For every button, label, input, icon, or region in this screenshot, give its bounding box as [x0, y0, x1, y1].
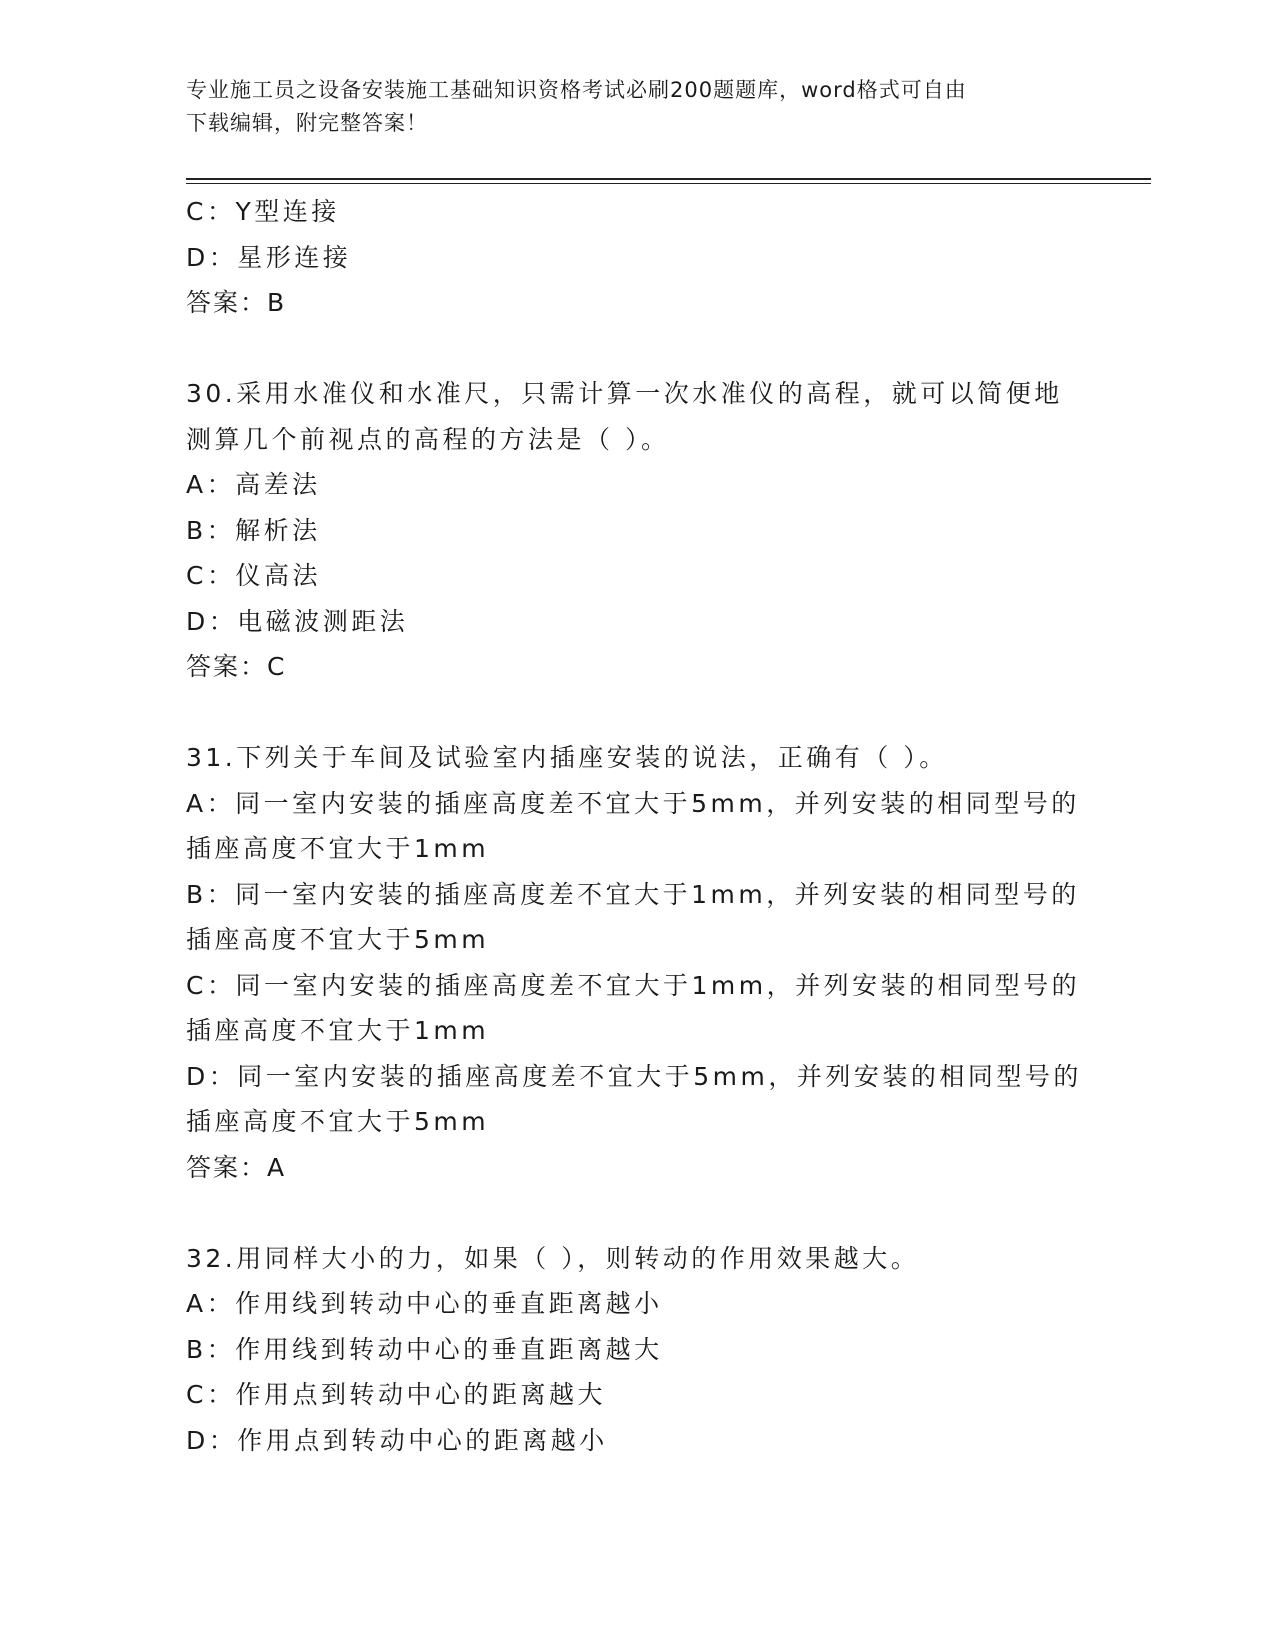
option-a: A：高差法 [186, 470, 321, 499]
question-text-line: 32.用同样大小的力，如果（ ），则转动的作用效果越大。 [186, 1243, 920, 1273]
option-b: B：同一室内安装的插座高度差不宜大于1mm，并列安装的相同型号的 [186, 879, 1080, 909]
question-text-line: 测算几个前视点的高程的方法是（ ）。 [186, 424, 670, 454]
question-29-continued [186, 189, 1086, 326]
question-text-line: 30.采用水准仪和水准尺，只需计算一次水准仪的高程，就可以简便地 [186, 379, 1063, 408]
header-rule-thin [186, 183, 1151, 184]
option-d: D：同一室内安装的插座高度差不宜大于5mm，并列安装的相同型号的 [186, 1061, 1082, 1091]
option-c: C：同一室内安装的插座高度差不宜大于1mm，并列安装的相同型号的 [186, 970, 1081, 1000]
spacer [186, 326, 1086, 372]
option-c: C：作用点到转动中心的距离越大 [186, 1380, 606, 1409]
option-d: D：星形连接 [186, 242, 352, 272]
option-a-continued: 插座高度不宜大于1mm [186, 834, 490, 863]
option-b-continued: 插座高度不宜大于5mm [186, 925, 490, 954]
option-c: C：Y型连接 [186, 197, 340, 226]
option-c-continued: 插座高度不宜大于1mm [186, 1016, 490, 1045]
option-d-continued: 插座高度不宜大于5mm [186, 1107, 490, 1136]
spacer [186, 690, 1086, 736]
option-a: A：同一室内安装的插座高度差不宜大于5mm，并列安装的相同型号的 [186, 788, 1080, 818]
option-d: D：作用点到转动中心的距离越小 [186, 1425, 608, 1455]
answer-line: 答案：B [186, 288, 287, 317]
question-31 [186, 735, 1086, 1190]
question-32 [186, 1236, 1086, 1464]
option-b: B：作用线到转动中心的垂直距离越大 [186, 1334, 663, 1364]
answer-line: 答案：C [186, 652, 287, 681]
document-header: 专业施工员之设备安装施工基础知识资格考试必刷200题题库，word格式可自由 下载编辑，附完整答案！ [186, 78, 967, 135]
spacer [186, 1190, 1086, 1236]
answer-line: 答案：A [186, 1152, 287, 1182]
option-b: B：解析法 [186, 515, 321, 545]
header-rule-thick [186, 178, 1151, 180]
question-text-line: 31.下列关于车间及试验室内插座安装的说法，正确有（ ）。 [186, 743, 948, 772]
option-c: C：仪高法 [186, 561, 321, 590]
question-30 [186, 371, 1086, 690]
document-body [186, 189, 1086, 1463]
option-a: A：作用线到转动中心的垂直距离越小 [186, 1289, 663, 1318]
option-d: D：电磁波测距法 [186, 606, 409, 636]
